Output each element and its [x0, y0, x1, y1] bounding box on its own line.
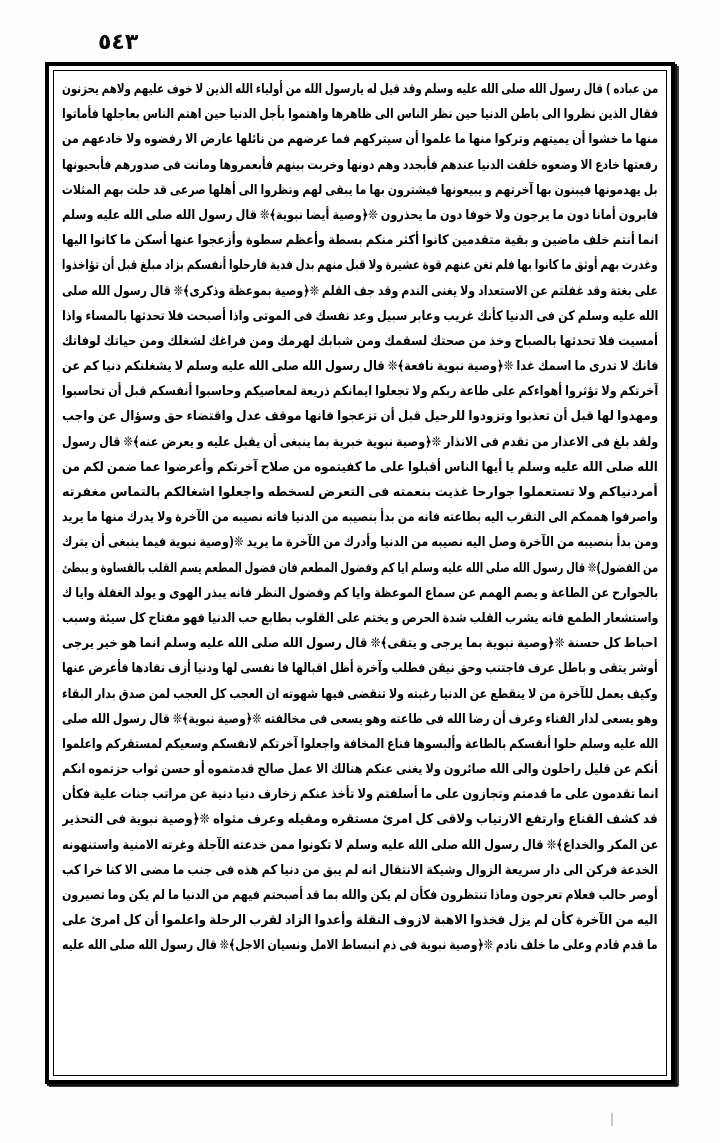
- text-line-content: من الفضول)❊ قال رسول الله صلى الله عليه وسلم ايا كم وفضول المطعم فان فضول المطعم يسم القلب بالقساوة و يبطئ: [62, 560, 658, 576]
- text-line: [62, 127, 658, 152]
- text-line-content: انما أنتم خلف ماضين و بقية متقدمين كانوا أكثر منكم بسطة وأعظم سطوة وأزعجوا عنها أسكن ما كانوا اليها: [62, 233, 658, 249]
- text-line-content: ما قدم قادم وعلى ما خلف نادم ❊﴿وصية نبوية فى ذم انبساط الامل ونسيان الاجل﴾❊ قال رسول الله صلى الله عليه: [62, 938, 658, 954]
- text-line: [62, 858, 658, 883]
- text-line-content: ولقد بلغ فى الاعذار من تقدم فى الانذار ❊﴿وصية نبوية خبرية بما ينبغى أن يقبل عليه و يعرض عنه﴾❊ قال رسول: [62, 434, 658, 450]
- text-line-content: احباط كل حسنة ❊﴿وصية نبوية بما يرجى و يتقى﴾❊ قال رسول الله صلى الله عليه وسلم انما هو خير يرجى: [62, 636, 658, 652]
- frame-bottom-shadow: [49, 1084, 678, 1087]
- text-line: [62, 430, 658, 455]
- text-line: [62, 807, 658, 832]
- text-line-content: أوصر حالب فعلام تعرجون وماذا تنتظرون فكأن لم يكن والله بما قد أصبحتم فيهم من الدنيا ما لم يكن وما تصيرون: [62, 888, 658, 903]
- text-line: [62, 354, 658, 379]
- text-line: [62, 606, 658, 631]
- text-line-content: بل يهدمونها فيبنون بها آخرتهم و يبيعونها فيشترون بها ما يبقى لهم ونظروا الى أهلها صرعى قد حلت بهم المثلات: [62, 182, 658, 198]
- text-line-content: أنكم عن قليل راحلون والى الله صائرون ولا يغنى عنكم هنالك الا عمل صالح قدمتموه أو حسن ثواب حزتموه انكم: [62, 762, 658, 778]
- text-line-content: آخرتكم ولا تؤثروا أهواءكم على طاعة ربكم ولا تجعلوا ايمانكم ذريعة لمعاصيكم وحاسبوا أنفسكم قبل أن تحاسبوا: [62, 384, 658, 400]
- text-line: [62, 279, 658, 304]
- text-line-content: قد كشف القناع وارتفع الارتياب ولاقى كل امرئ مستقره ومقيله وعرف مثواه ❊﴿وصية نبوية فى التحذير: [62, 812, 658, 828]
- text-line: [62, 228, 658, 253]
- text-line-content: واصرفوا هممكم الى التقرب اليه بطاعته فانه من بدأ بنصيبه من الدنيا فاته نصيبه من الآخرة ولا يدرك منها ما يريد: [62, 510, 658, 526]
- text-line-content: بالجوارح عن الطاعة و يصم الهمم عن سماع الموعظة وايا كم وفضول النظر فانه يبذر الهوى و يولد الغفلة وايا ك: [62, 585, 658, 601]
- text-line-content: واستشعار الطمع فانه يشرب القلب شدة الحرص و يختم على القلوب بطابع حب الدنيا فهو مفتاح كل سيئة وسبب: [62, 610, 658, 626]
- text-line: [62, 480, 658, 505]
- text-line-content: عن المكر والخداع﴾❊ قال رسول الله صلى الله عليه وسلم لا تكونوا ممن خدعته الآجلة وغرته الامنية واستنهونه: [62, 837, 658, 853]
- text-line: [62, 379, 658, 404]
- text-line: [62, 329, 658, 354]
- text-line: [62, 102, 658, 127]
- text-frame-inner-rule: [53, 70, 667, 1076]
- text-line: [62, 656, 658, 681]
- text-line-content: منها ما خشوا أن يميتهم وتركوا منها ما علموا أن سيتركهم فما عرضهم من نائلها عارض الا رفضوه ولا خادعهم من: [62, 132, 658, 148]
- text-line-content: أمردنياكم ولا تستعملوا جوارحا غذيت بنعمته فى التعرض لسخطه واجعلوا اشغالكم بالتماس مغفرته: [62, 485, 658, 500]
- text-line-content: فانك لا تدرى ما اسمك غدا ❊﴿وصية نبوية نافعة﴾❊ قال رسول الله صلى الله عليه وسلم لا يشغلنكم دنيا كم عن: [62, 359, 658, 375]
- text-line-content: أوشر يتقى و باطل عرف فاجتنب وحق نيقن فطلب وآخرة أظل اقبالها فا نفسى لها ودنيا أزف نفادها فأعرض عنها: [62, 661, 658, 677]
- text-line-content: على بغتة وقد غفلتم عن الاستعداد ولا يغنى الندم وقد جف القلم ❊﴿وصية بموعظة وذكرى﴾❊ قال رسول الله صلى: [62, 283, 658, 299]
- text-line: [62, 833, 658, 858]
- text-line: [62, 304, 658, 329]
- text-line: [62, 707, 658, 732]
- text-line-content: الله صلى الله عليه وسلم يا أيها الناس أقبلوا على ما كفيتموه من صلاح آخرتكم وأعرضوا عما ضمن لكم من: [62, 459, 658, 475]
- text-line-content: وهو يسعى لدار الفناء وعرف أن رضا الله فى طاعته وهو يسعى فى مخالفته ❊﴿وصية نبوية﴾❊ قال رسول الله صلى: [62, 711, 658, 727]
- text-line: [62, 455, 658, 480]
- page-number: ٥٤٣: [98, 30, 139, 55]
- text-line: [62, 883, 658, 908]
- text-line-content: ومن بدأ بنصيبه من الآخرة وصل اليه نصيبه من الدنيا وأدرك من الآخرة ما يريد ❊(وصية نبوية فيما ينبغى أن يترك: [62, 535, 658, 551]
- text-line: [62, 178, 658, 203]
- text-line-content: فقال الذين نظروا الى باطن الدنيا حين نظر الناس الى ظاهرها واهتموا بأجل الدنيا حين اهتم الناس بعاجلها فأماتوا: [62, 107, 658, 123]
- text-line: [62, 782, 658, 807]
- arabic-text-body: [62, 77, 658, 959]
- text-line: [62, 908, 658, 933]
- text-line-content: الله عليه وسلم حلوا أنفسكم بالطاعة وألبسوها فناع المخافة واجعلوا آخرتكم لانفسكم وسعيكم لمستقركم واعلموا: [62, 736, 658, 752]
- frame-right-shadow: [676, 66, 679, 1086]
- text-line-content: رفعتها خادع الا وضعوه خلقت الدنيا عندهم فأبجدد وهم دونها وخربت بينهم فأبعمروها ومانت فى صدورهم فأبحيونها: [62, 157, 658, 173]
- text-line-content: الله عليه وسلم كن فى الدنيا كأنك غريب وعابر سبيل وعد نفسك فى الموتى واذا أصبحت فلا تحدثها بالمساء واذا: [62, 308, 658, 324]
- text-line-content: اليه من الآخرة كأن لم يزل فخذوا الاهبة لازوف النقلة وأعدوا الزاد لقرب الرحلة واعلموا أن كل امرئ على: [62, 913, 658, 929]
- text-line: [62, 556, 658, 581]
- text-line-content: ومهدوا لها قبل أن تعذبوا وتزودوا للرحيل قبل أن تزعجوا فانها موقف عدل واقتضاء حق وسؤال عن واجب: [62, 409, 658, 425]
- text-line: [62, 682, 658, 707]
- text-line: [62, 253, 658, 278]
- text-line-content: وكيف يعمل للآخرة من لا ينقطع عن الدنيا رغبته ولا تنقضى فيها شهوته ان العجب كل العجب لمن صدق بدار البقاء: [62, 686, 658, 702]
- text-line-content: فابرون أمانا دون ما يرجون ولا خوفا دون ما يحذرون ❊﴿وصية أيضا نبوية﴾❊ قال رسول الله صلى الله عليه وسلم: [62, 207, 658, 223]
- scan-speck: [611, 1113, 613, 1126]
- text-line: [62, 581, 658, 606]
- text-line-content: انما تقدمون على ما قدمتم وتجازون على ما أسلفتم ولا تأخذ عنكم زخارف دنيا دنية عن مراتب جنات علية فكأن: [62, 787, 658, 803]
- text-line: [62, 153, 658, 178]
- text-line: [62, 77, 658, 102]
- text-frame-outer-rule: [45, 62, 675, 1084]
- text-line: [62, 530, 658, 555]
- text-line: [62, 757, 658, 782]
- text-line: [62, 933, 658, 958]
- text-line-content: وغدرت بهم أوثق ما كانوا بها فلم تغن عنهم قوة عشيرة ولا قبل منهم بدل فدية فارحلوا أنفسكم بزاد مبلغ قبل أن تؤاخذوا: [62, 258, 658, 274]
- text-line: [62, 505, 658, 530]
- text-line-content: من عباده ) قال رسول الله صلى الله عليه وسلم وقد قيل له يارسول الله من أولياء الله الذين لا خوف عليهم ولاهم يحزنون: [62, 82, 658, 97]
- text-line-content: أمسيت فلا تحدثها بالصباح وخذ من صحتك لسقمك ومن شبابك لهرمك ومن فراغك لشغلك ومن حياتك لوفاتك: [62, 333, 658, 349]
- text-line-content: الخدعة فركن الى دار سريعة الزوال وشيكة الانتقال انه لم يبق من دنيا كم هذه فى جنب ما مضى الا كنا خرا كب: [62, 862, 658, 878]
- text-line: [62, 732, 658, 757]
- text-line: [62, 203, 658, 228]
- text-line: [62, 631, 658, 656]
- text-line: [62, 404, 658, 429]
